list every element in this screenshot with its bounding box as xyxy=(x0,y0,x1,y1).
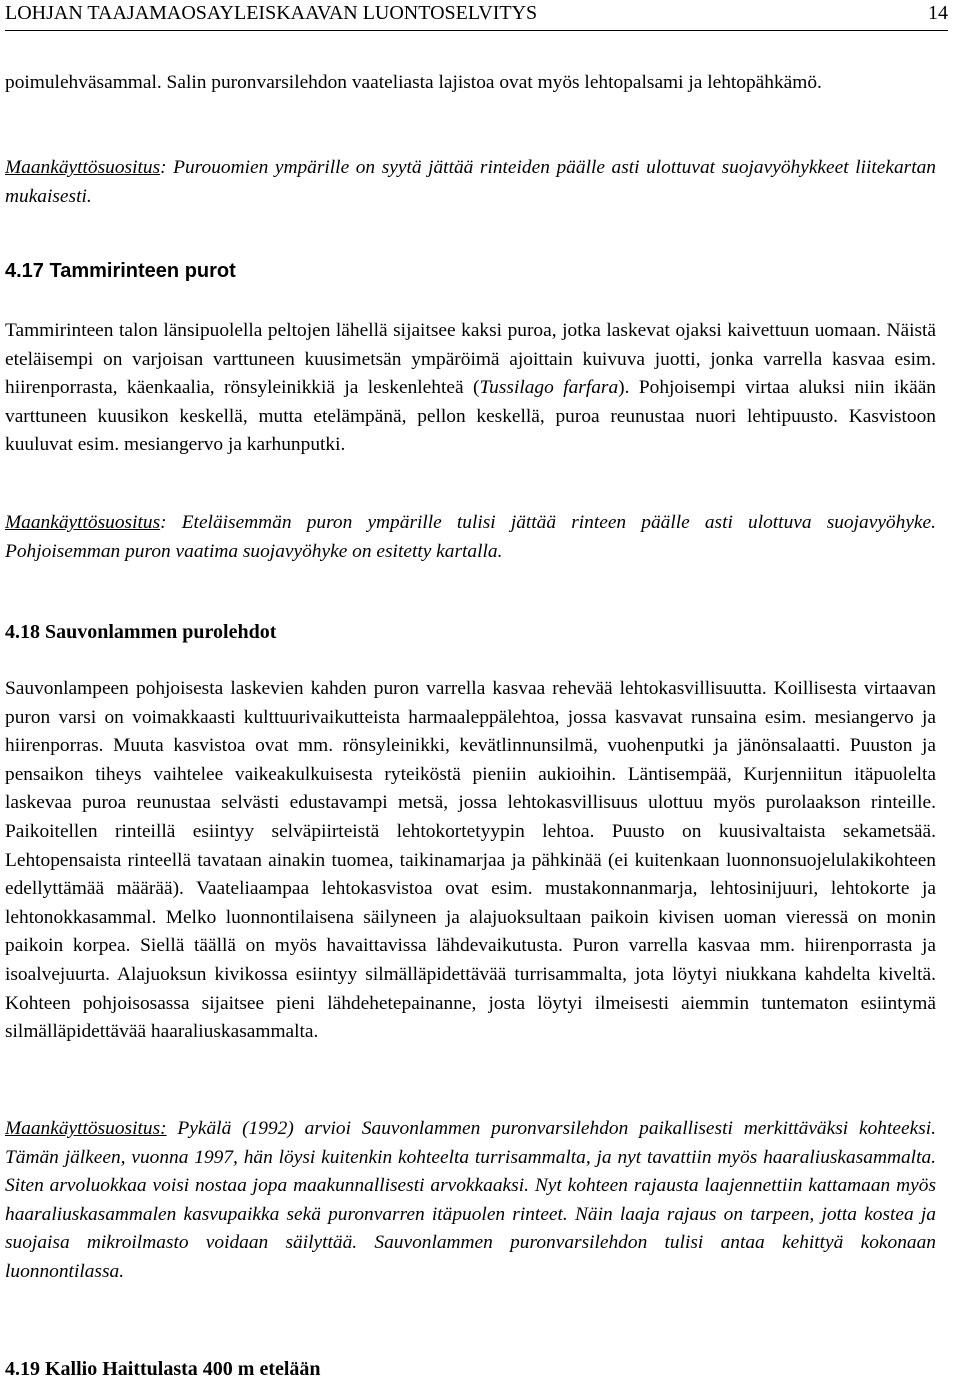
recommendation-label: Maankäyttösuositus xyxy=(5,512,161,533)
header-title: LOHJAN TAAJAMAOSAYLEISKAAVAN LUONTOSELVITYS xyxy=(5,2,538,24)
body-text-part-b: ). Pohjoisempi virtaa aluksi niin ikään varttuneen kuusikon keskellä, mutta etelämpänä, pellon keskellä, puroa reunustaa nuori lehtipuusto. Kasvistoon kuuluvat esim. mesiangervo ja karhunputki. xyxy=(5,377,936,456)
page-header xyxy=(5,0,948,31)
page-number: 14 xyxy=(928,2,948,24)
paragraph-4-18-recommendation xyxy=(5,1115,936,1287)
recommendation-text: : Purouomien ympärille on syytä jättää rinteiden päälle asti ulottuvat suojavyöhykkeet liitekartan mukaisesti. xyxy=(5,157,936,207)
paragraph-4-17-recommendation xyxy=(5,509,936,566)
recommendation-label: Maankäyttösuositus xyxy=(5,157,161,178)
paragraph-4-17-body xyxy=(5,317,936,460)
paragraph-recommendation-1 xyxy=(5,154,936,211)
section-heading-4-19: 4.19 Kallio Haittulasta 400 m etelään xyxy=(5,1358,321,1380)
recommendation-text: : Eteläisemmän puron ympärille tulisi jättää rinteen päälle asti ulottuva suojavyöhyke. Pohjoisemman puron vaatima suojavyöhyke on esitetty kartalla. xyxy=(5,512,936,562)
section-heading-4-17: 4.17 Tammirinteen purot xyxy=(5,260,236,282)
species-name: Tussilago farfara xyxy=(479,377,619,399)
recommendation-text: Pykälä (1992) arvioi Sauvonlammen puronvarsilehdon paikallisesti merkittäväksi kohteeksi. Tämän jälkeen, vuonna 1997, hän löysi kuitenkin kohteelta turrisammalta, ja nyt tavattiin myös haaraliuskasammalta. Siten arvoluokkaa voisi nostaa jopa maakunnallisesti arvokkaaksi. Nyt kohteen rajausta laajennettiin kattamaan myös haaraliuskasammalen kasvupaikka sekä puronvarren itäpuolen rinteet. Näin laaja rajaus on tarpeen, jotta kostea ja suojaisa mikroilmasto voidaan säilyttää. Sauvonlammen puronvarsilehdon tulisi antaa kehittyä kokonaan luonnontilassa. xyxy=(5,1118,936,1282)
recommendation-label: Maankäyttösuositus: xyxy=(5,1118,167,1139)
body-text-part-a: Tammirinteen talon länsipuolella peltojen lähellä sijaitsee kaksi puroa, jotka laskevat ojaksi kaivettuun uomaan. Näistä eteläisempi on varjoisan varttuneen kuusimetsän ympäröimä ajoittain kuivuva juotti, jonka varrella kasvaa esim. hiirenporrasta, käenkaalia, rönsyleinikkiä ja leskenlehteä ( xyxy=(5,320,936,399)
paragraph-intro: poimulehväsammal. Salin puronvarsilehdon vaateliasta lajistoa ovat myös lehtopalsami ja lehtopähkämö. xyxy=(5,72,822,93)
paragraph-4-18-body: Sauvonlampeen pohjoisesta laskevien kahden puron varrella kasvaa rehevää lehtokasvillisuutta. Koillisesta virtaavan puron varsi on voimakkaasti kulttuurivaikutteista harmaaleppälehtoa, jossa kasvavat runsaina esim. mesiangervo ja hiirenporras. Muuta kasvistoa ovat mm. rönsyleinikki, kevätlinnunsilmä, vuohenputki ja jänönsalaatti. Puuston ja pensaikon tiheys vaihtelee vaikeakulkuisesta ryteiköstä pieniin aukioihin. Läntisempää, Kurjenniitun itäpuolelta laskevaa puroa reunustaa selvästi edustavampi metsä, jossa lehtokasvillisuus ulottuu myös purolaakson rinteille. Paikoitellen rinteillä esiintyy selväpiirteistä lehtokortetyypin lehtoa. Puusto on kuusivaltaista sekametsää. Lehtopensaista rinteellä tavataan ainakin tuomea, taikinamarjaa ja pähkinää (ei kuitenkaan luonnonsuojelulakikohteen edellyttämää määrää). Vaateliaampaa lehtokasvistoa ovat esim. mustakonnanmarja, lehtosinijuuri, lehtokorte ja lehtonokkasammal. Melko luonnontilaisena säilyneen ja alajuoksultaan paikoin kivisen uoman vieressä on monin paikoin korpea. Siellä täällä on myös havaittavissa lähdevaikutusta. Puron varrella kasvaa mm. hiirenporrasta ja isoalvejuurta. Alajuoksun kivikossa esiintyy silmälläpidettävää turrisammalta, jota löytyi niukkana kahdelta kiveltä. Kohteen pohjoisosassa sijaitsee pieni lähdehetepainanne, josta löytyi ilmeisesti aiemmin tuntematon esiintymä silmälläpidettävää haaraliuskasammalta. xyxy=(5,678,936,1043)
section-heading-4-18: 4.18 Sauvonlammen purolehdot xyxy=(5,621,277,643)
